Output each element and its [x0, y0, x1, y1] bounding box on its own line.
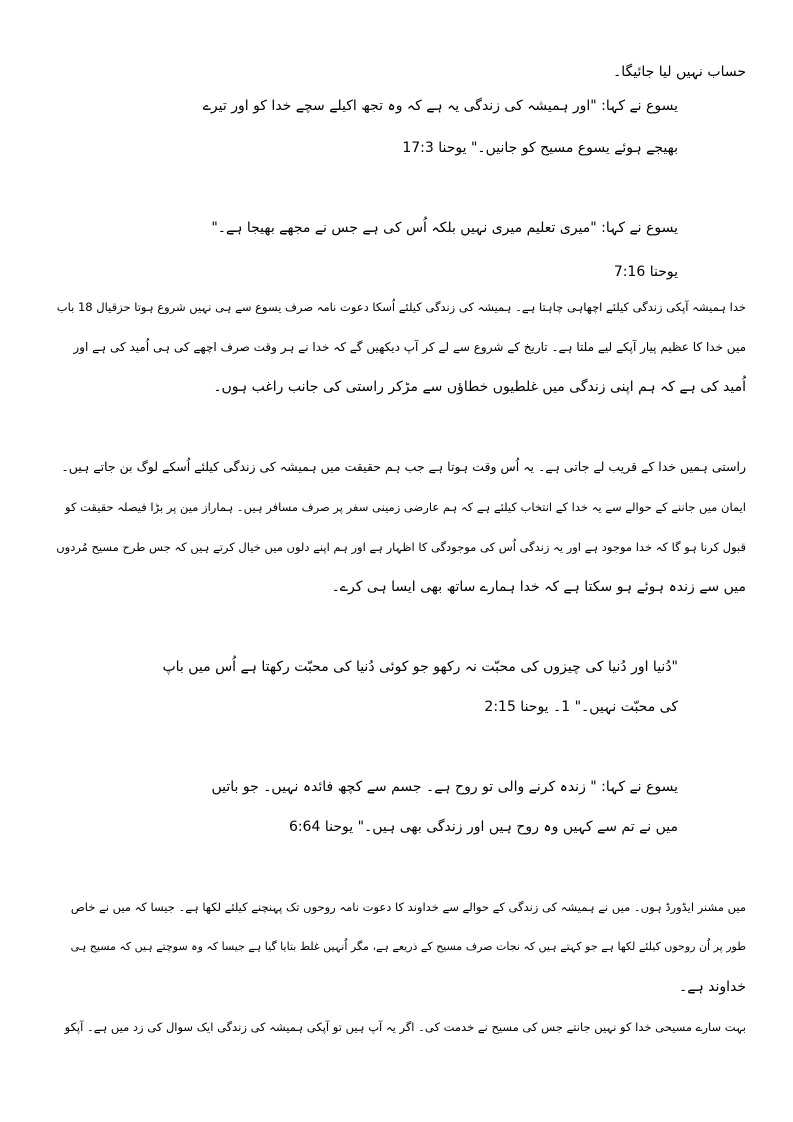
- text-line: حساب نہیں لیا جائیگا۔: [613, 64, 746, 80]
- paragraph-line: اُمید کی ہے کہ ہم اپنی زندگی میں غلطیوں خطاؤں سے مڑکر راستی کی جانب راغب ہوں۔: [213, 379, 746, 395]
- paragraph-line: میں خدا کا عظیم پیار آپکے لیے ملتا ہے۔ تاریخ کے شروع سے لے کر آپ دیکھیں گے کہ خدا نے ہر وقت صرف اچھے کی ہی اُمید کی ہے اور: [73, 340, 746, 354]
- quote-line: یسوع نے کہا: " زندہ کرنے والی تو روح ہے۔ جسم سے کچھ فائدہ نہیں۔ جو باتیں: [211, 779, 678, 795]
- paragraph-line: خدا ہمیشہ آپکی زندگی کیلئے اچھاہی چاہتا ہے۔ ہمیشہ کی زندگی کیلئے اُسکا دعوت نامہ صرف یسوع سے ہی نہیں شروع ہوتا حزقیال 18 باب: [56, 300, 746, 314]
- quote-line: یسوع نے کہا: "میری تعلیم میری نہیں بلکہ اُس کی ہے جس نے مجھے بھیجا ہے۔": [211, 220, 678, 236]
- paragraph-line: خداوند ہے۔: [679, 979, 746, 995]
- paragraph-line: ایمان میں جاننے کے حوالے سے یہ خدا کے انتخاب کیلئے ہے کہ ہم عارضی زمینی سفر پر صرف مسافر ہیں۔ ہماراز مین پر بڑا فیصلہ حقیقت کو: [65, 500, 746, 514]
- quote-line: میں نے تم سے کہیں وہ روح ہیں اور زندگی بھی ہیں۔" یوحنا 6:64: [288, 819, 678, 835]
- quote-line: کی محبّت نہیں۔" 1۔ یوحنا 2:15: [484, 699, 678, 715]
- paragraph-line: راستی ہمیں خدا کے قریب لے جاتی ہے۔ یہ اُس وقت ہوتا ہے جب ہم حقیقت میں ہمیشہ کی زندگی کیلئے اُسکے لوگ بن جاتے ہیں۔: [61, 459, 746, 474]
- paragraph-line: میں مشنر ایڈورڈ ہوں۔ میں نے ہمیشہ کی زندگی کے حوالے سے خداوند کا دعوت نامہ روحوں تک پہنچنے کیلئے لکھا ہے۔ جیسا کہ میں نے خاص: [70, 900, 746, 914]
- paragraph-line: قبول کرنا ہو گا کہ خدا موجود ہے اور یہ زندگی اُس کی موجودگی کا اظہار ہے اور ہم اپنے دلوں میں خیال کرتے ہیں کہ جس طرح مسیح مُردوں: [56, 540, 746, 554]
- quote-line: بھیجے ہوئے یسوع مسیح کو جانیں۔" یوحنا 17:3: [402, 140, 678, 156]
- quote-line: "دُنیا اور دُنیا کی چیزوں کی محبّت نہ رکھو جو کوئی دُنیا کی محبّت رکھتا ہے اُس میں باپ: [162, 659, 678, 675]
- paragraph-line: طور پر اُن روحوں کیلئے لکھا ہے جو کہتے ہیں کہ نجات صرف مسیح کے ذریعے ہے، مگر اُنہیں غلط بتایا گیا ہے جیسا کہ وہ سوچتے ہیں کہ مسیح ہی: [70, 940, 746, 953]
- scripture-reference: یوحنا 7:16: [613, 264, 678, 280]
- quote-line: یسوع نے کہا: "اور ہمیشہ کی زندگی یہ ہے کہ وہ تجھ اکیلے سچے خدا کو اور تیرے: [202, 98, 678, 114]
- paragraph-line: بہت سارے مسیحی خدا کو نہیں جانتے جس کی مسیح نے خدمت کی۔ اگر یہ آپ ہیں تو آپکی ہمیشہ کی زندگی ایک سوال کی زد میں ہے۔ آپکو: [64, 1020, 746, 1034]
- paragraph-line: میں سے زندہ ہوئے ہو سکتا ہے کہ خدا ہمارے ساتھ بھی ایسا ہی کرے۔: [331, 579, 746, 595]
